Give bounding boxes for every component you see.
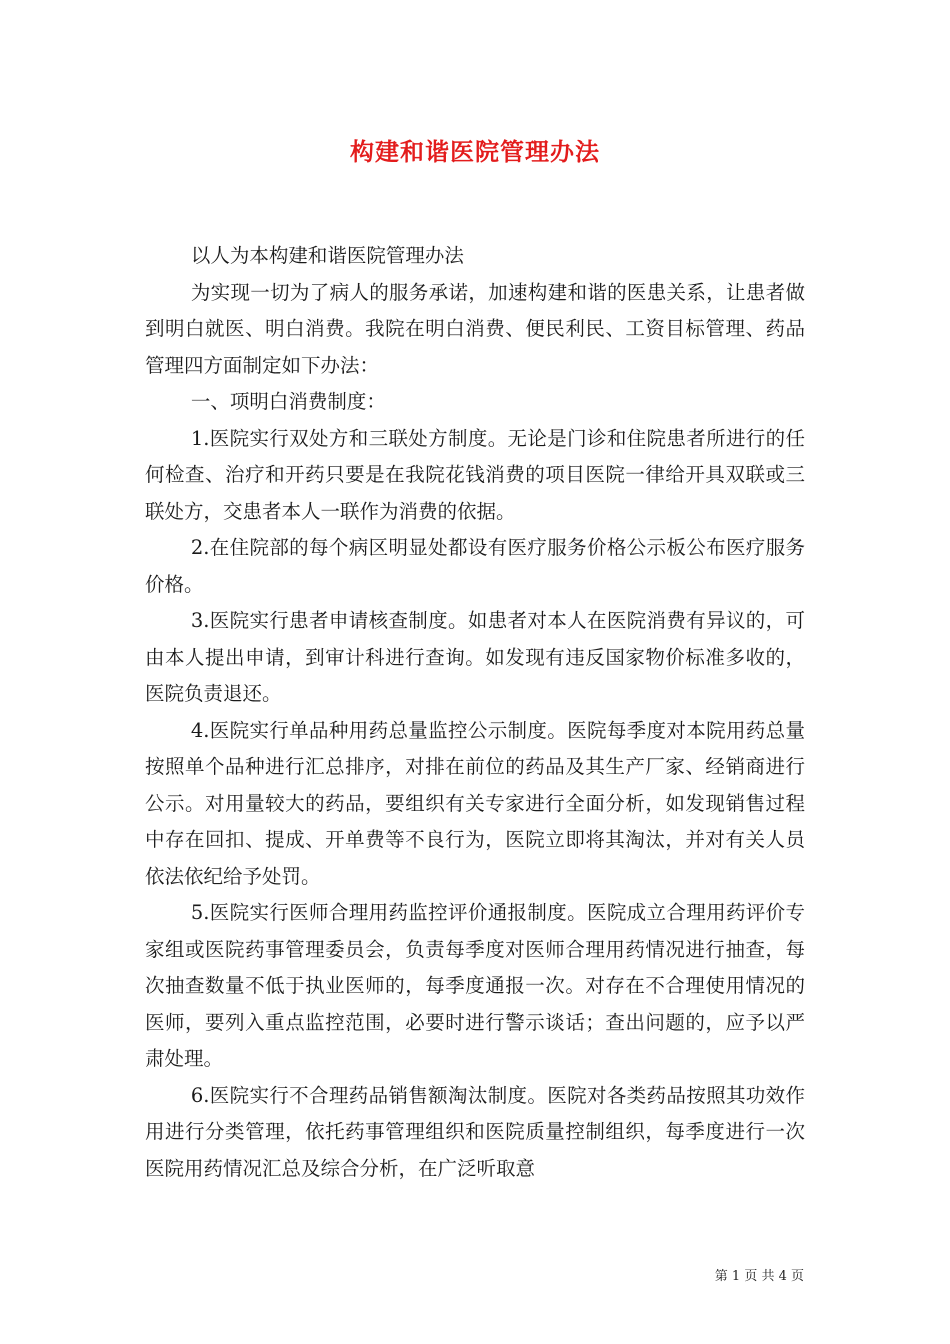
paragraph-item-2: 2.在住院部的每个病区明显处都设有医疗服务价格公示板公布医疗服务价格。 xyxy=(145,536,805,596)
paragraph-item-3: 3.医院实行患者申请核查制度。如患者对本人在医院消费有异议的，可由本人提出申请，到审计科进行查询。如发现有违反国家物价标准多收的，医院负责退还。 xyxy=(145,609,805,705)
paragraph-item-6: 6.医院实行不合理药品销售额淘汰制度。医院对各类药品按照其功效作用进行分类管理，依托药事管理组织和医院质量控制组织，每季度进行一次医院用药情况汇总及综合分析，在广泛听取意 xyxy=(145,1083,805,1180)
paragraph-intro: 为实现一切为了病人的服务承诺，加速构建和谐的医患关系，让患者做到明白就医、明白消费。我院在明白消费、便民利民、工资目标管理、药品管理四方面制定如下办法： xyxy=(145,280,805,377)
document-title: 构建和谐医院管理办法 xyxy=(350,137,600,166)
page-number: 第 1 页 共 4 页 xyxy=(714,1269,804,1284)
paragraph-item-4: 4.医院实行单品种用药总量监控公示制度。医院每季度对本院用药总量按照单个品种进行汇总排序，对排在前位的药品及其生产厂家、经销商进行公示。对用量较大的药品，要组织有关专家进行全面分析，如发现销售过程中存在回扣、提成、开单费等不良行为，医院立即将其淘汰，并对有关人员依法依纪给予处罚。 xyxy=(145,718,805,888)
section-heading: 一、项明白消费制度： xyxy=(190,390,386,413)
paragraph-subtitle: 以人为本构建和谐医院管理办法 xyxy=(190,244,464,267)
paragraph-item-1: 1.医院实行双处方和三联处方制度。无论是门诊和住院患者所进行的任何检查、治疗和开药只要是在我院花钱消费的项目医院一律给开具双联或三联处方，交患者本人一联作为消费的依据。 xyxy=(145,426,805,523)
document-body xyxy=(145,238,805,1187)
paragraph-item-5: 5.医院实行医师合理用药监控评价通报制度。医院成立合理用药评价专家组或医院药事管理委员会，负责每季度对医师合理用药情况进行抽查，每次抽查数量不低于执业医师的，每季度通报一次。对存在不合理使用情况的医师，要列入重点监控范围，必要时进行警示谈话；查出问题的，应予以严肃处理。 xyxy=(145,901,805,1070)
